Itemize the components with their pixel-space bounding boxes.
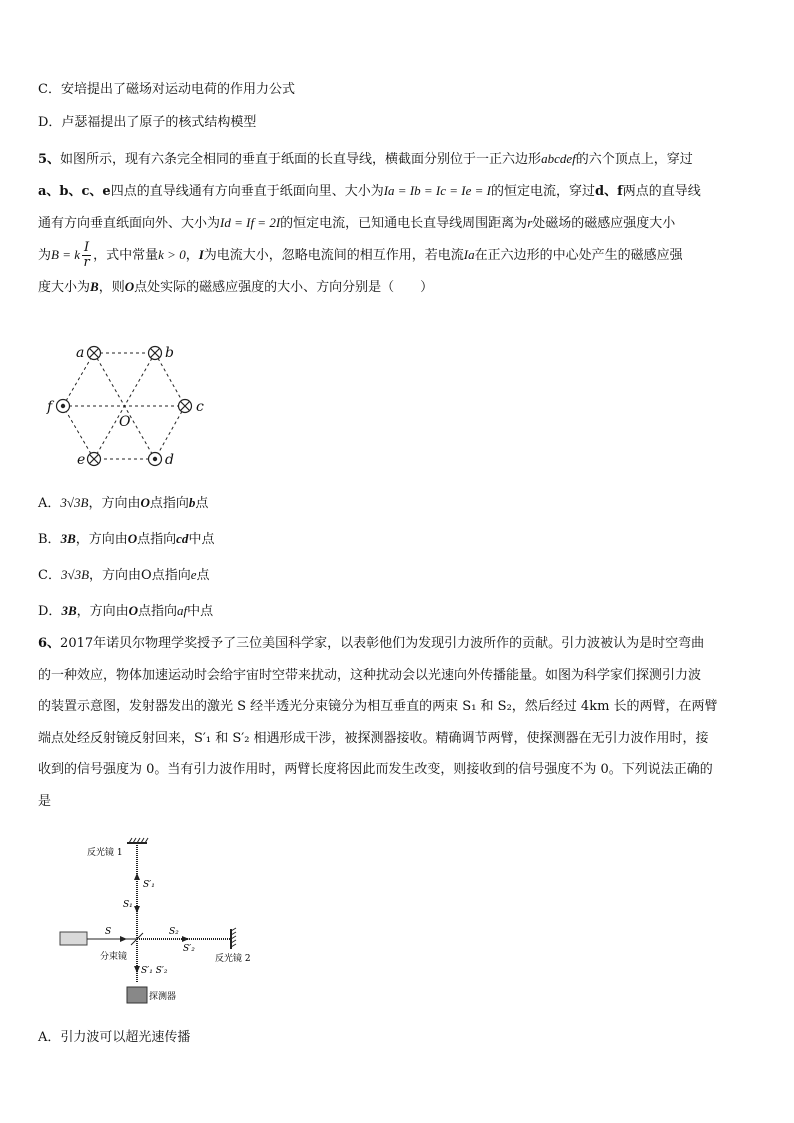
q5-text: 的六个顶点上，穿过 xyxy=(575,152,693,167)
label-s1: S₁ xyxy=(123,900,133,910)
q5-math: r xyxy=(527,215,533,230)
option-value: 3√3B xyxy=(60,567,90,582)
option-value: 3B xyxy=(61,603,77,618)
fraction-numerator: I xyxy=(84,240,90,255)
label-e: e xyxy=(77,452,86,468)
q5-math: k > 0 xyxy=(158,247,186,262)
q5-text: 为电流大小，忽略电流间的相互作用，若电流 xyxy=(203,248,464,263)
q5-text: ，式中常量 xyxy=(93,248,159,263)
q5-math: abcdef xyxy=(541,151,576,166)
q5-bold: d、f xyxy=(595,184,623,199)
q6-option-a: A．引力波可以超光速传播 xyxy=(38,1030,191,1045)
detector-label: 探测器 xyxy=(149,992,177,1002)
label-s: S xyxy=(105,927,112,937)
q5-text: 度大小为 xyxy=(38,280,91,295)
q6-line: 的一种效应，物体加速运动时会给宇宙时空带来扰动，这种扰动会以光速向外传播能量。如图为科学家们探测引力波 xyxy=(38,667,702,683)
option-text: ，方向由 xyxy=(89,568,142,583)
detector xyxy=(127,987,147,1003)
interferometer-figure xyxy=(55,835,270,1007)
option-point: O xyxy=(128,603,139,618)
q6-line: 是 xyxy=(38,793,52,809)
option-text: 点指向 xyxy=(151,568,191,583)
q6-stem xyxy=(38,628,756,817)
q5-text: ，则 xyxy=(98,280,125,295)
q5-text: 两点的直导线 xyxy=(622,184,701,199)
q5-math: B = k xyxy=(51,247,80,262)
q5-math: I xyxy=(198,247,204,262)
label-a: a xyxy=(76,345,85,361)
option-text: ，方向由 xyxy=(88,496,141,511)
q5-option-d xyxy=(38,602,213,621)
q6-line: 收到的信号强度为 0。当有引力波作用时，两臂长度将因此而发生改变，则接收到的信号强度不为 0。下列说法正确的 xyxy=(38,762,713,777)
option-label: D． xyxy=(38,604,62,619)
q5-text: 点处实际的磁感应强度的大小、方向分别是（ ） xyxy=(134,280,434,295)
q5-math: Id = If = 2I xyxy=(220,215,281,230)
q5-math: B xyxy=(90,279,99,294)
q5-stem xyxy=(38,143,756,303)
q5-text: 如图所示，现有六条完全相同的垂直于纸面的长直导线，横截面分别位于一正六边形 xyxy=(60,152,542,167)
q5-option-b xyxy=(38,530,214,549)
q5-text: 四点的直导线通有方向垂直于纸面向里、大小为 xyxy=(110,184,384,199)
hexagon-wire-figure xyxy=(40,340,220,475)
option-point: O xyxy=(140,495,150,510)
label-b: b xyxy=(165,345,174,361)
option-text: ，方向由 xyxy=(76,604,129,619)
option-text: ，方向由 xyxy=(75,532,128,547)
option-label: B． xyxy=(38,532,61,547)
q5-text: 处磁场的磁感应强度大小 xyxy=(532,216,676,231)
option-target: cd xyxy=(176,531,189,546)
q5-bold: a、b、c、e xyxy=(38,184,111,199)
splitter-label: 分束镜 xyxy=(100,952,128,962)
option-text: 点指向 xyxy=(138,604,178,619)
option-text: 点 xyxy=(195,496,209,511)
laser-emitter xyxy=(60,932,87,945)
option-target: af xyxy=(177,603,188,618)
option-label: C． xyxy=(38,568,61,583)
q5-math: O xyxy=(124,279,135,294)
fraction-denominator: r xyxy=(83,255,90,270)
label-s1s2: S′₁ S′₂ xyxy=(141,966,168,976)
option-target: b xyxy=(188,495,196,510)
q5-option-a xyxy=(38,494,208,513)
q5-text: 在正六边形的中心处产生的磁感应强 xyxy=(474,248,683,263)
option-text: 点 xyxy=(196,568,210,583)
q5-text: 通有方向垂直纸面向外、大小为 xyxy=(38,216,221,231)
option-value: 3B xyxy=(60,531,76,546)
mirror-2-label: 反光镜 2 xyxy=(215,954,251,964)
fraction xyxy=(82,241,91,270)
option-text: 点指向 xyxy=(137,532,177,547)
q4-option-d: D．卢瑟福提出了原子的核式结构模型 xyxy=(38,115,257,130)
q5-option-c xyxy=(38,566,210,585)
q4-option-c: C．安培提出了磁场对运动电荷的作用力公式 xyxy=(38,82,295,97)
option-value: 3√3B xyxy=(60,495,89,510)
option-label: A． xyxy=(38,496,61,511)
q6-line: 的装置示意图，发射器发出的激光 S 经半透光分束镜分为相互垂直的两束 S₁ 和 S₂，然后经过 4km 长的两臂，在两臂 xyxy=(38,699,718,714)
label-c: c xyxy=(196,399,204,415)
q5-number: 5、 xyxy=(38,152,61,167)
q5-text: ， xyxy=(185,248,199,263)
q5-math: Ia = Ib = Ic = Ie = I xyxy=(383,183,491,198)
label-d: d xyxy=(165,452,174,468)
q6-number: 6、 xyxy=(38,636,61,651)
option-text: 点指向 xyxy=(149,496,189,511)
label-s2p: S′₂ xyxy=(183,944,195,954)
option-point: O xyxy=(141,568,152,583)
q5-text: 为 xyxy=(38,248,52,263)
label-s1p: S′₁ xyxy=(143,880,155,890)
q5-text: 的恒定电流，已知通电长直导线周围距离为 xyxy=(280,216,528,231)
option-target: e xyxy=(190,567,197,582)
q6-line: 2017年诺贝尔物理学奖授予了三位美国科学家，以表彰他们为发现引力波所作的贡献。引力波被认为是时空弯曲 xyxy=(60,636,705,651)
option-text: 中点 xyxy=(188,532,215,547)
option-point: O xyxy=(127,531,138,546)
q5-text: 的恒定电流，穿过 xyxy=(491,184,596,199)
label-s2: S₂ xyxy=(169,927,179,937)
q5-math: Ia xyxy=(463,247,475,262)
q6-line: 端点处经反射镜反射回来，S′₁ 和 S′₂ 相遇形成干涉，被探测器接收。精确调节两臂，使探测器在无引力波作用时，接 xyxy=(38,730,709,746)
label-o: O xyxy=(119,414,131,430)
label-f: f xyxy=(47,399,53,415)
option-text: 中点 xyxy=(187,604,214,619)
mirror-1-label: 反光镜 1 xyxy=(87,848,123,858)
